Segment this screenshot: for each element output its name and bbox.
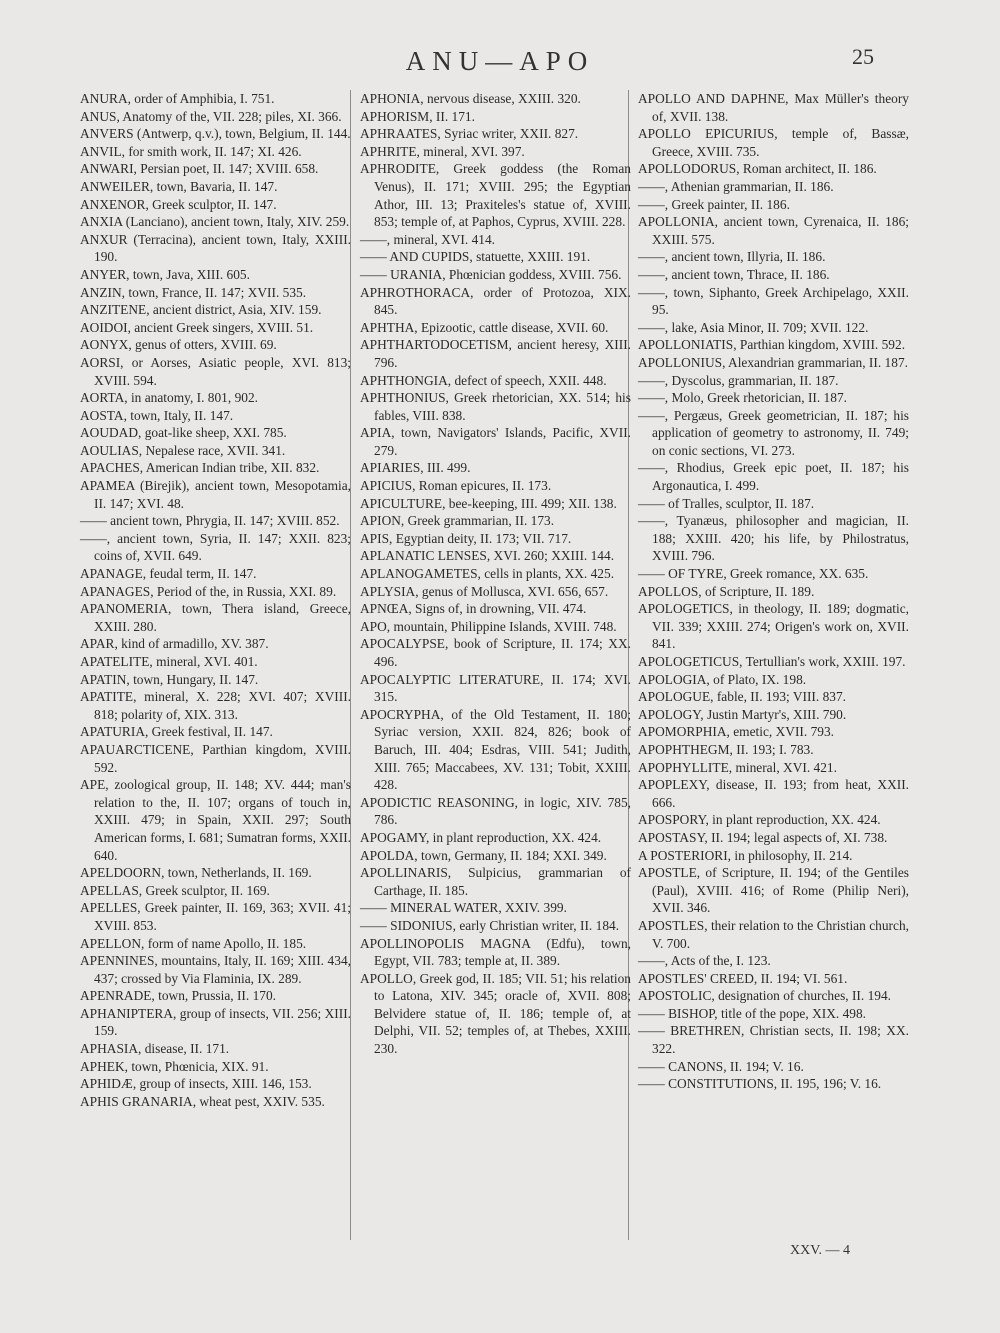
index-entry: APOLLINOPOLIS MAGNA (Edfu), town, Egypt, VII. 783; temple at, II. 389. (360, 935, 631, 969)
index-entry: ——, lake, Asia Minor, II. 709; XVII. 122. (638, 319, 869, 335)
index-entry: AOIDOI, ancient Greek singers, XVIII. 51. (80, 319, 314, 335)
index-entry: APIARIES, III. 499. (360, 460, 471, 476)
index-entry: ——, Athenian grammarian, II. 186. (638, 178, 834, 194)
index-entry: APAMEA (Birejik), ancient town, Mesopotamia, II. 147; XVI. 48. (80, 478, 351, 511)
index-entry: APIS, Egyptian deity, II. 173; VII. 717. (360, 530, 572, 546)
index-entry: —— AND CUPIDS, statuette, XXIII. 191. (360, 249, 591, 265)
index-entry: APOLLINARIS, Sulpicius, grammarian of Carthage, II. 185. (360, 865, 631, 898)
index-entry: APELLAS, Greek sculptor, II. 169. (80, 882, 270, 898)
index-entry: ——, Rhodius, Greek epic poet, II. 187; his Argonautica, I. 499. (638, 460, 909, 494)
index-entry: APANAGES, Period of the, in Russia, XXI. 89. (80, 583, 337, 599)
index-entry: APHRAATES, Syriac writer, XXII. 827. (360, 126, 579, 142)
index-entry: ——, Acts of the, I. 123. (638, 953, 771, 969)
index-entry: APATITE, mineral, X. 228; XVI. 407; XVIII. 818; polarity of, XIX. 313. (80, 689, 351, 722)
index-entry: ——, Greek painter, II. 186. (638, 196, 790, 212)
index-entry: ——, ancient town, Thrace, II. 186. (638, 266, 830, 282)
index-entry: APOLOGETICUS, Tertullian's work, XXIII. 197. (638, 654, 906, 669)
index-entry: APOLOGIA, of Plato, IX. 198. (638, 671, 807, 687)
index-entry: APAR, kind of armadillo, XV. 387. (80, 636, 269, 652)
index-entry: APOCALYPSE, book of Scripture, II. 174; XX. 496. (360, 636, 631, 669)
index-entry: APNŒA, Signs of, in drowning, VII. 474. (360, 601, 587, 617)
index-entry: APODICTIC REASONING, in logic, XIV. 785, 786. (360, 794, 631, 828)
index-entry: —— URANIA, Phœnician goddess, XVIII. 756. (360, 266, 622, 282)
index-entry: APAUARCTICENE, Parthian kingdom, XVIII. 592. (80, 741, 351, 775)
index-entry: —— MINERAL WATER, XXIV. 399. (360, 900, 567, 916)
index-entry: AONYX, genus of otters, XVIII. 69. (80, 337, 277, 353)
index-entry: APOLLONIATIS, Parthian kingdom, XVIII. 592. (638, 337, 906, 353)
index-entry: APELLON, form of name Apollo, II. 185. (80, 935, 307, 951)
index-entry: APACHES, American Indian tribe, XII. 832. (80, 460, 320, 476)
index-entry: APOSTOLIC, designation of churches, II. 194. (638, 988, 892, 1004)
index-column-2 (360, 90, 631, 1058)
index-entry: ANZITENE, ancient district, Asia, XIV. 159. (80, 302, 322, 318)
index-entry: ANVERS (Antwerp, q.v.), town, Belgium, II. 144. (80, 126, 351, 142)
index-entry: —— OF TYRE, Greek romance, XX. 635. (638, 566, 869, 582)
index-entry: —— CANONS, II. 194; V. 16. (638, 1058, 804, 1074)
index-entry: APATURIA, Greek festival, II. 147. (80, 724, 273, 740)
index-entry: ——, Dyscolus, grammarian, II. 187. (638, 372, 839, 388)
index-entry: —— CONSTITUTIONS, II. 195, 196; V. 16. (638, 1076, 882, 1092)
index-entry: AOUDAD, goat-like sheep, XXI. 785. (80, 425, 287, 441)
index-column-3 (638, 90, 909, 1093)
index-entry: APHIDÆ, group of insects, XIII. 146, 153. (80, 1076, 312, 1092)
index-entry: APOCRYPHA, of the Old Testament, II. 180; Syriac version, XXII. 824, 826; book of Baruch, III. 404; Esdras, VIII. 541; Judith, XIII. 765; Maccabees, XV. 131; Tobit, XXIII. 428. (360, 706, 631, 793)
index-entry: APOLLO, Greek god, II. 185; VII. 51; his relation to Latona, XIV. 345; oracle of, XVII. 808; Belvidere statue of, II. 186; temple of, at Delphi, VII. 52; temples of, at Thebes, XXIII. 230. (360, 970, 631, 1057)
index-entry: APOLOGY, Justin Martyr's, XIII. 790. (638, 706, 847, 722)
index-entry: —— SIDONIUS, early Christian writer, II. 184. (360, 917, 620, 933)
index-entry: APELDOORN, town, Netherlands, II. 169. (80, 865, 312, 881)
index-entry: ——, town, Siphanto, Greek Archipelago, XXII. 95. (638, 284, 909, 318)
index-entry: APOPHYLLITE, mineral, XVI. 421. (638, 759, 837, 775)
index-entry: AORSI, or Aorses, Asiatic people, XVI. 813; XVIII. 594. (80, 354, 351, 388)
index-entry: ANXIA (Lanciano), ancient town, Italy, XIV. 259. (80, 214, 350, 230)
index-entry: APOSTLES' CREED, II. 194; VI. 561. (638, 970, 848, 986)
index-entry: APANOMERIA, town, Thera island, Greece, XXIII. 280. (80, 601, 351, 634)
index-entry: ANVIL, for smith work, II. 147; XI. 426. (80, 143, 302, 159)
index-entry: —— of Tralles, sculptor, II. 187. (638, 495, 815, 511)
index-entry: APENRADE, town, Prussia, II. 170. (80, 988, 277, 1004)
index-entry: APE, zoological group, II. 148; XV. 444; man's relation to the, II. 107; organs of touch in, XXIII. 479; in Spain, XXII. 297; South American forms, I. 681; Sumatran forms, XXII. 640. (80, 777, 351, 863)
index-entry: APLANOGAMETES, cells in plants, XX. 425. (360, 566, 615, 582)
index-entry: ANXUR (Terracina), ancient town, Italy, XXIII. 190. (80, 231, 351, 265)
index-entry: APHTHONGIA, defect of speech, XXII. 448. (360, 372, 607, 388)
index-entry: APHTHARTODOCETISM, ancient heresy, XIII. 796. (360, 337, 631, 370)
index-entry: APOPLEXY, disease, II. 193; from heat, XXII. 666. (638, 777, 909, 810)
index-column-1 (80, 90, 351, 1110)
index-entry: AOULIAS, Nepalese race, XVII. 341. (80, 442, 286, 458)
index-entry: APHROTHORACA, order of Protozoa, XIX. 845. (360, 284, 631, 318)
index-entry: ——, Molo, Greek rhetorician, II. 187. (638, 390, 847, 406)
index-entry: ——, Pergæus, Greek geometrician, II. 187; his application of geometry to astronomy, II. 749; on conic sections, VI. 273. (638, 407, 909, 458)
index-entry: APHTHA, Epizootic, cattle disease, XVII. 60. (360, 319, 609, 335)
index-entry: APOLLOS, of Scripture, II. 189. (638, 583, 815, 599)
index-entry: APOLLO AND DAPHNE, Max Müller's theory of, XVII. 138. (638, 91, 909, 124)
index-entry: APOGAMY, in plant reproduction, XX. 424. (360, 829, 602, 845)
index-entry: APHORISM, II. 171. (360, 108, 475, 124)
index-entry: APIA, town, Navigators' Islands, Pacific, XVII. 279. (360, 425, 631, 458)
index-entry: ——, ancient town, Illyria, II. 186. (638, 249, 826, 265)
index-entry: APOSTLES, their relation to the Christian church, V. 700. (638, 917, 909, 951)
index-entry: ANZIN, town, France, II. 147; XVII. 535. (80, 284, 307, 300)
index-entry: APHIS GRANARIA, wheat pest, XXIV. 535. (80, 1093, 325, 1109)
index-entry: APHRODITE, Greek goddess (the Roman Venus), II. 171; XVIII. 295; the Egyptian Athor, III. 13; Praxiteles's statue of, XVIII. 853; temple of, at Paphos, Cyprus, XVIII. 228. (360, 161, 631, 230)
index-entry: APATIN, town, Hungary, II. 147. (80, 671, 259, 687)
running-head: ANU—APO (405, 46, 595, 76)
index-entry: —— ancient town, Phrygia, II. 147; XVIII. 852. (80, 513, 340, 529)
index-entry: APANAGE, feudal term, II. 147. (80, 566, 257, 582)
index-entry: ——, ancient town, Syria, II. 147; XXII. 823; coins of, XVII. 649. (80, 530, 351, 564)
index-entry: APOCALYPTIC LITERATURE, II. 174; XVI. 315. (360, 671, 631, 705)
index-entry: APOLDA, town, Germany, II. 184; XXI. 349. (360, 847, 607, 863)
index-entry: APHONIA, nervous disease, XXIII. 320. (360, 91, 581, 106)
index-entry: APOPHTHEGM, II. 193; I. 783. (638, 741, 814, 757)
index-entry: —— BRETHREN, Christian sects, II. 198; XX. 322. (638, 1023, 909, 1057)
index-entry: APENNINES, mountains, Italy, II. 169; XIII. 434, 437; crossed by Via Flaminia, IX. 289. (80, 953, 351, 986)
index-entry: ANUS, Anatomy of the, VII. 228; piles, XI. 366. (80, 108, 342, 124)
index-entry: APOLLO EPICURIUS, temple of, Bassæ, Greece, XVIII. 735. (638, 126, 909, 159)
index-entry: APOSTASY, II. 194; legal aspects of, XI. 738. (638, 829, 888, 845)
index-entry: ——, Tyanæus, philosopher and magician, II. 188; XXIII. 420; his life, by Philostratus, XVIII. 796. (638, 513, 909, 564)
index-entry: APOSTLE, of Scripture, II. 194; of the Gentiles (Paul), XVIII. 416; of Rome (Philip Neri), XVII. 346. (638, 865, 909, 916)
index-entry: APELLES, Greek painter, II. 169, 363; XVII. 41; XVIII. 853. (80, 900, 351, 933)
index-entry: A POSTERIORI, in philosophy, II. 214. (638, 847, 853, 863)
index-entry: AOSTA, town, Italy, II. 147. (80, 407, 234, 423)
page-number: 25 (852, 44, 874, 69)
index-entry: APOLLONIA, ancient town, Cyrenaica, II. 186; XXIII. 575. (638, 214, 909, 247)
index-entry: APHRITE, mineral, XVI. 397. (360, 143, 525, 159)
index-entry: ANWEILER, town, Bavaria, II. 147. (80, 178, 278, 194)
index-entry: AORTA, in anatomy, I. 801, 902. (80, 390, 259, 406)
index-entry: APION, Greek grammarian, II. 173. (360, 513, 555, 529)
index-entry: APOMORPHIA, emetic, XVII. 793. (638, 724, 835, 740)
index-entry: APLANATIC LENSES, XVI. 260; XXIII. 144. (360, 548, 615, 564)
index-entry: APLYSIA, genus of Mollusca, XVI. 656, 657. (360, 583, 609, 599)
index-entry: APOSPORY, in plant reproduction, XX. 424. (638, 812, 881, 828)
index-entry: APICULTURE, bee-keeping, III. 499; XII. 138. (360, 495, 617, 511)
index-entry: APOLLODORUS, Roman architect, II. 186. (638, 161, 877, 177)
index-entry: APOLOGUE, fable, II. 193; VIII. 837. (638, 689, 847, 705)
index-entry: ANWARI, Persian poet, II. 147; XVIII. 658. (80, 161, 319, 177)
index-entry: APHANIPTERA, group of insects, VII. 256; XIII. 159. (80, 1005, 351, 1039)
index-entry: APATELITE, mineral, XVI. 401. (80, 654, 258, 669)
index-entry: APHASIA, disease, II. 171. (80, 1041, 230, 1057)
index-entry: ANURA, order of Amphibia, I. 751. (80, 91, 275, 106)
index-entry: APO, mountain, Philippine Islands, XVIII. 748. (360, 618, 617, 634)
signature-mark: XXV. — 4 (790, 1243, 851, 1258)
index-entry: APOLLONIUS, Alexandrian grammarian, II. 187. (638, 354, 908, 370)
index-entry: APICIUS, Roman epicures, II. 173. (360, 478, 552, 494)
index-entry: ——, mineral, XVI. 414. (360, 231, 495, 247)
index-entry: APHTHONIUS, Greek rhetorician, XX. 514; his fables, VIII. 838. (360, 390, 631, 423)
index-entry: APHEK, town, Phœnicia, XIX. 91. (80, 1058, 269, 1074)
index-entry: ANXENOR, Greek sculptor, II. 147. (80, 196, 277, 212)
index-entry: ANYER, town, Java, XIII. 605. (80, 266, 250, 282)
index-entry: —— BISHOP, title of the pope, XIX. 498. (638, 1005, 866, 1021)
index-entry: APOLOGETICS, in theology, II. 189; dogmatic, VII. 339; XXIII. 274; Origen's work on, XVII. 841. (638, 601, 909, 652)
